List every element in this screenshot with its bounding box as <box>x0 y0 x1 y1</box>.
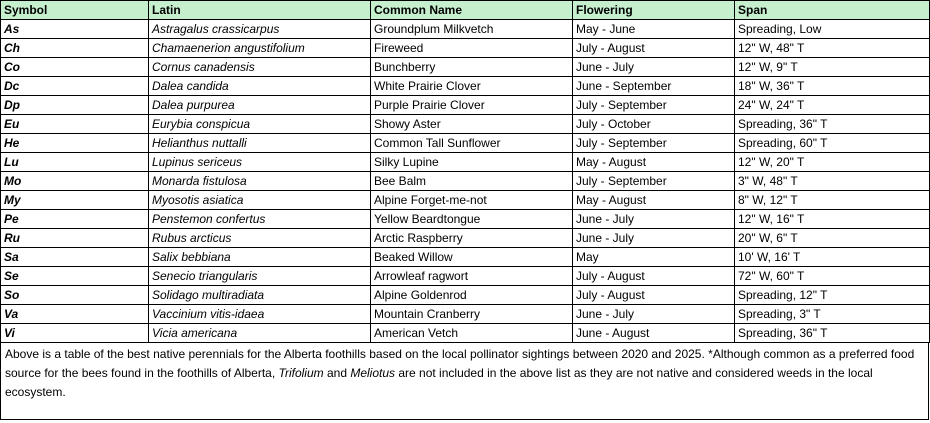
cell-flowering[interactable]: May - August <box>573 153 735 172</box>
table-row <box>1 39 930 58</box>
cell-common-name[interactable]: American Vetch <box>371 324 573 343</box>
cell-symbol[interactable]: Ru <box>1 229 149 248</box>
header-symbol[interactable]: Symbol <box>1 1 149 20</box>
cell-span[interactable]: 3" W, 48" T <box>735 172 930 191</box>
cell-common-name[interactable]: Bunchberry <box>371 58 573 77</box>
cell-common-name[interactable]: Alpine Forget-me-not <box>371 191 573 210</box>
table-row <box>1 286 930 305</box>
cell-latin[interactable]: Vicia americana <box>149 324 371 343</box>
cell-flowering[interactable]: July - August <box>573 267 735 286</box>
cell-latin[interactable]: Chamaenerion angustifolium <box>149 39 371 58</box>
cell-span[interactable]: Spreading, 36" T <box>735 115 930 134</box>
cell-flowering[interactable]: June - July <box>573 210 735 229</box>
footnote-italic-trifolium: Trifolium <box>278 366 324 380</box>
cell-common-name[interactable]: Bee Balm <box>371 172 573 191</box>
table-row <box>1 96 930 115</box>
table-row <box>1 58 930 77</box>
cell-latin[interactable]: Astragalus crassicarpus <box>149 20 371 39</box>
table-row <box>1 229 930 248</box>
table-row <box>1 191 930 210</box>
cell-span[interactable]: Spreading, 60" T <box>735 134 930 153</box>
table-row <box>1 20 930 39</box>
cell-symbol[interactable]: Mo <box>1 172 149 191</box>
cell-latin[interactable]: Rubus arcticus <box>149 229 371 248</box>
table-row <box>1 324 930 343</box>
header-flowering[interactable]: Flowering <box>573 1 735 20</box>
cell-flowering[interactable]: July - August <box>573 286 735 305</box>
header-latin[interactable]: Latin <box>149 1 371 20</box>
cell-flowering[interactable]: July - October <box>573 115 735 134</box>
cell-latin[interactable]: Myosotis asiatica <box>149 191 371 210</box>
cell-common-name[interactable]: Arctic Raspberry <box>371 229 573 248</box>
cell-symbol[interactable]: Dp <box>1 96 149 115</box>
cell-flowering[interactable]: July - September <box>573 172 735 191</box>
cell-symbol[interactable]: As <box>1 20 149 39</box>
cell-common-name[interactable]: Yellow Beardtongue <box>371 210 573 229</box>
cell-flowering[interactable]: May - June <box>573 20 735 39</box>
cell-span[interactable]: 12" W, 16" T <box>735 210 930 229</box>
cell-flowering[interactable]: June - July <box>573 305 735 324</box>
cell-span[interactable]: 12" W, 48" T <box>735 39 930 58</box>
table-row <box>1 134 930 153</box>
cell-symbol[interactable]: My <box>1 191 149 210</box>
cell-span[interactable]: 18" W, 36" T <box>735 77 930 96</box>
cell-symbol[interactable]: Lu <box>1 153 149 172</box>
header-span[interactable]: Span <box>735 1 930 20</box>
table-body <box>1 20 930 343</box>
cell-latin[interactable]: Vaccinium vitis-idaea <box>149 305 371 324</box>
table-row <box>1 153 930 172</box>
footnote-text-3: are not included in the above list as they are not native and considered weeds in the local ecosystem. <box>5 366 873 399</box>
header-row <box>1 1 930 20</box>
header-common-name[interactable]: Common Name <box>371 1 573 20</box>
cell-common-name[interactable]: Silky Lupine <box>371 153 573 172</box>
cell-symbol[interactable]: Pe <box>1 210 149 229</box>
cell-span[interactable]: 8" W, 12" T <box>735 191 930 210</box>
cell-span[interactable]: Spreading, 3" T <box>735 305 930 324</box>
cell-flowering[interactable]: June - July <box>573 229 735 248</box>
cell-latin[interactable]: Helianthus nuttalli <box>149 134 371 153</box>
cell-symbol[interactable]: Sa <box>1 248 149 267</box>
cell-flowering[interactable]: July - August <box>573 39 735 58</box>
cell-flowering[interactable]: June - August <box>573 324 735 343</box>
cell-common-name[interactable]: White Prairie Clover <box>371 77 573 96</box>
cell-symbol[interactable]: Ch <box>1 39 149 58</box>
cell-latin[interactable]: Solidago multiradiata <box>149 286 371 305</box>
table-row <box>1 172 930 191</box>
cell-symbol[interactable]: Dc <box>1 77 149 96</box>
footnote-cell[interactable] <box>0 343 929 420</box>
cell-span[interactable]: 10' W, 16' T <box>735 248 930 267</box>
cell-symbol[interactable]: Eu <box>1 115 149 134</box>
cell-symbol[interactable]: So <box>1 286 149 305</box>
cell-span[interactable]: 12" W, 20" T <box>735 153 930 172</box>
cell-flowering[interactable]: June - September <box>573 77 735 96</box>
footnote-text-1: Above is a table of the best native perennials for the Alberta foothills based on the local pollinator sightings between 2020 and 2025. *Although common as a preferred food source for the bees found in the foothills of Alberta, <box>5 347 915 380</box>
footnote-italic-meliotus: Meliotus <box>350 366 396 380</box>
cell-span[interactable]: 12" W, 9" T <box>735 58 930 77</box>
cell-symbol[interactable]: He <box>1 134 149 153</box>
cell-symbol[interactable]: Vi <box>1 324 149 343</box>
cell-symbol[interactable]: Co <box>1 58 149 77</box>
table-row <box>1 77 930 96</box>
cell-latin[interactable]: Dalea candida <box>149 77 371 96</box>
cell-latin[interactable]: Penstemon confertus <box>149 210 371 229</box>
table-row <box>1 115 930 134</box>
cell-common-name[interactable]: Purple Prairie Clover <box>371 96 573 115</box>
cell-symbol[interactable]: Se <box>1 267 149 286</box>
cell-symbol[interactable]: Va <box>1 305 149 324</box>
cell-span[interactable]: 72" W, 60" T <box>735 267 930 286</box>
cell-latin[interactable]: Eurybia conspicua <box>149 115 371 134</box>
cell-latin[interactable]: Senecio triangularis <box>149 267 371 286</box>
table-row <box>1 305 930 324</box>
cell-common-name[interactable]: Beaked Willow <box>371 248 573 267</box>
cell-span[interactable]: 20" W, 6" T <box>735 229 930 248</box>
cell-latin[interactable]: Dalea purpurea <box>149 96 371 115</box>
cell-latin[interactable]: Monarda fistulosa <box>149 172 371 191</box>
cell-flowering[interactable]: July - September <box>573 134 735 153</box>
table-row <box>1 267 930 286</box>
cell-common-name[interactable]: Alpine Goldenrod <box>371 286 573 305</box>
cell-common-name[interactable]: Arrowleaf ragwort <box>371 267 573 286</box>
cell-span[interactable]: Spreading, 36" T <box>735 324 930 343</box>
cell-flowering[interactable]: May <box>573 248 735 267</box>
cell-common-name[interactable]: Fireweed <box>371 39 573 58</box>
cell-common-name[interactable]: Groundplum Milkvetch <box>371 20 573 39</box>
cell-flowering[interactable]: June - July <box>573 58 735 77</box>
cell-common-name[interactable]: Common Tall Sunflower <box>371 134 573 153</box>
cell-common-name[interactable]: Mountain Cranberry <box>371 305 573 324</box>
cell-latin[interactable]: Salix bebbiana <box>149 248 371 267</box>
cell-latin[interactable]: Lupinus sericeus <box>149 153 371 172</box>
cell-span[interactable]: Spreading, Low <box>735 20 930 39</box>
cell-flowering[interactable]: May - August <box>573 191 735 210</box>
footnote-text-2: and <box>323 366 351 380</box>
table-row <box>1 248 930 267</box>
cell-latin[interactable]: Cornus canadensis <box>149 58 371 77</box>
cell-span[interactable]: Spreading, 12" T <box>735 286 930 305</box>
cell-span[interactable]: 24" W, 24" T <box>735 96 930 115</box>
table-row <box>1 210 930 229</box>
cell-common-name[interactable]: Showy Aster <box>371 115 573 134</box>
cell-flowering[interactable]: July - September <box>573 96 735 115</box>
